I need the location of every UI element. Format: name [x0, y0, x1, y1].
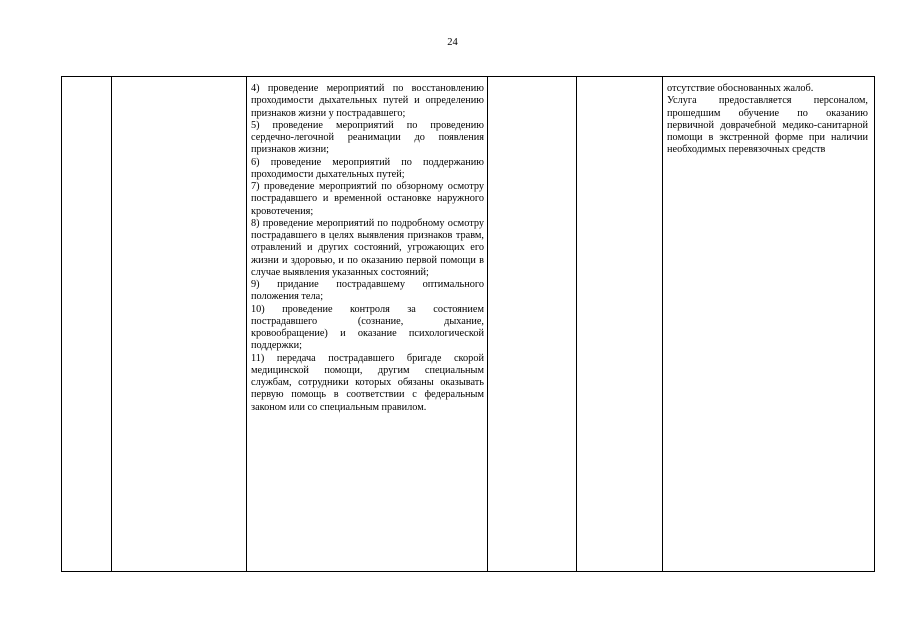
list-item: 4) проведение мероприятий по восстановлению проходимости дыхательных путей и определению признаков жизни у пострадавшего;	[251, 83, 484, 119]
list-item: 7) проведение мероприятий по обзорному осмотру пострадавшего и временной остановке наружного кровотечения;	[251, 181, 484, 217]
table-cell-empty	[488, 77, 577, 572]
table-cell-procedure-list	[247, 77, 488, 572]
list-item: 5) проведение мероприятий по проведению сердечно-легочной реанимации до появления признаков жизни;	[251, 119, 484, 156]
list-item: 11) передача пострадавшего бригаде скорой медицинской помощи, другим специальным службам, сотрудники которых обязаны оказывать первую помощь в соответствии с федеральным законом или со специальным правилом.	[251, 352, 484, 413]
services-table	[61, 76, 875, 572]
list-item: 9) придание пострадавшему оптимального положения тела;	[251, 279, 484, 303]
quality-requirements	[663, 77, 874, 157]
table-cell-empty	[577, 77, 663, 572]
list-item: 6) проведение мероприятий по поддержанию проходимости дыхательных путей;	[251, 156, 484, 180]
list-item: 8) проведение мероприятий по подробному осмотру пострадавшего в целях выявления признаков травм, отравлений и других состояний, угрожающих его жизни и здоровью, и по оказанию первой помощи в случае выявления указанных состояний;	[251, 217, 484, 278]
list-item: Услуга предоставляется персоналом, прошедшим обучение по оказанию первичной доврачебной медико-санитарной помощи в экстренной форме при наличии необходимых перевязочных средств	[667, 95, 868, 156]
table-cell-service-name	[112, 77, 247, 572]
table-cell-number	[62, 77, 112, 572]
page-number: 24	[447, 37, 458, 48]
procedure-list	[247, 77, 487, 414]
list-item: отсутствие обоснованных жалоб.	[667, 83, 814, 94]
table-row	[62, 77, 875, 572]
list-item: 10) проведение контроля за состоянием пострадавшего (сознание, дыхание, кровообращение) и оказание психологической поддержки;	[251, 303, 484, 352]
table-cell-quality-requirements	[663, 77, 875, 572]
